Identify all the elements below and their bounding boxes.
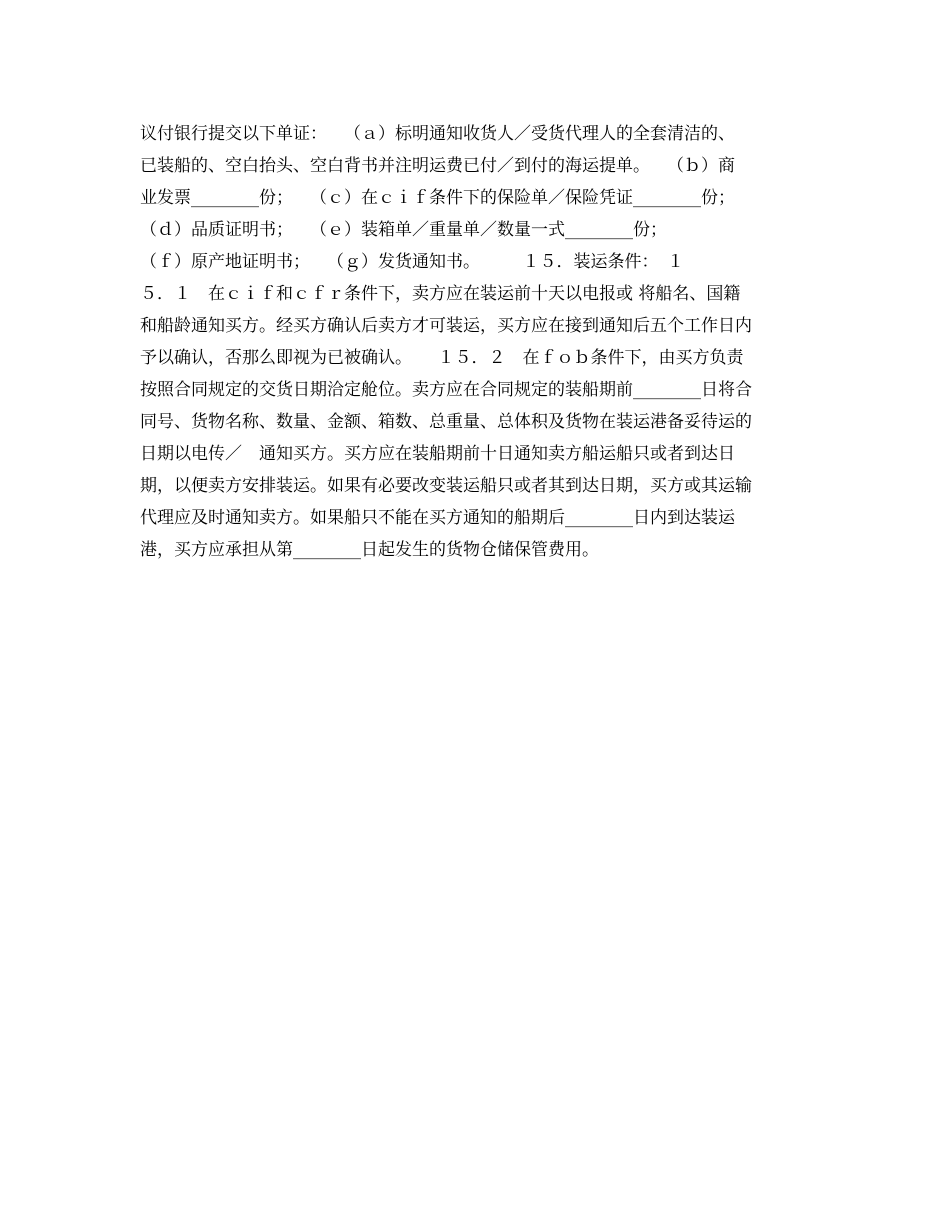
text-line: ５．１ 在ｃｉｆ和ｃｆｒ条件下，卖方应在装运前十天以电报或 将船名、国籍 bbox=[140, 284, 741, 304]
text-line: 和船龄通知买方。经买方确认后卖方才可装运，买方应在接到通知后五个工作日内 bbox=[140, 316, 752, 336]
text-line: 议付银行提交以下单证： （ａ）标明通知收货人／受货代理人的全套清洁的、 bbox=[140, 124, 735, 144]
text-line: 期，以便卖方安排装运。如果有必要改变装运船只或者其到达日期，买方或其运输 bbox=[140, 476, 752, 496]
contract-text bbox=[140, 118, 830, 566]
text-line: 已装船的、空白抬头、空白背书并注明运费已付／到付的海运提单。 （ｂ）商 bbox=[140, 156, 735, 176]
text-line: 业发票________份； （ｃ）在ｃｉｆ条件下的保险单／保险凭证________份； bbox=[140, 188, 735, 208]
text-line: 日期以电传／ 通知买方。买方应在装船期前十日通知卖方船运船只或者到达日 bbox=[140, 444, 735, 464]
text-line: 港，买方应承担从第________日起发生的货物仓储保管费用。 bbox=[140, 540, 599, 560]
text-line: 予以确认，否那么即视为已被确认。 １５．２ 在ｆｏｂ条件下，由买方负责 bbox=[140, 348, 744, 368]
text-line: （ｄ）品质证明书； （ｅ）装箱单／重量单／数量一式________份； bbox=[140, 220, 667, 240]
text-line: 代理应及时通知卖方。如果船只不能在买方通知的船期后________日内到达装运 bbox=[140, 508, 735, 528]
text-line: 同号、货物名称、数量、金额、箱数、总重量、总体积及货物在装运港备妥待运的 bbox=[140, 412, 752, 432]
text-line: （ｆ）原产地证明书； （ｇ）发货通知书。 １５．装运条件： １ bbox=[140, 252, 684, 272]
text-line: 按照合同规定的交货日期洽定舱位。卖方应在合同规定的装船期前________日将合 bbox=[140, 380, 752, 400]
